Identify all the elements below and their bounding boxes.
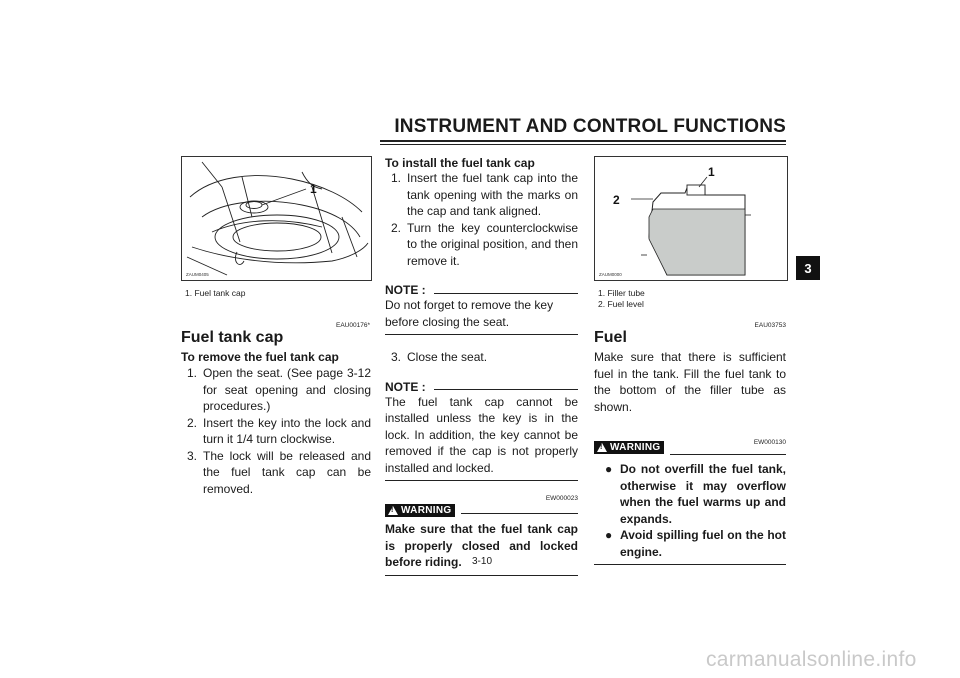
list-item: 1. Insert the fuel tank cap into the tank opening with the marks on the cap and tank aligned. [391, 171, 578, 218]
chapter-tab: 3 [796, 256, 820, 280]
watermark: carmanualsonline.info [706, 648, 917, 671]
callout-1: 1 [708, 165, 715, 179]
note-text: Do not forget to remove the key before closing the seat. [385, 298, 554, 329]
list-item: 3. The lock will be released and the fuel tank cap can be removed. [187, 448, 371, 496]
warning-icon [597, 443, 607, 452]
warning-badge: ! WARNING [385, 504, 455, 517]
figure-caption: 1. Fuel tank cap [185, 288, 246, 298]
scooter-seat-illustration [182, 157, 371, 280]
list-item: 2. Turn the key counterclockwise to the original position, and then remove it. [391, 220, 578, 268]
list-item: 1. Open the seat. (See page 3-12 for seat opening and closing procedures.) [187, 366, 371, 413]
callout-2: 2 [613, 193, 620, 207]
title-rule-thin [380, 144, 786, 145]
left-column [181, 329, 371, 497]
note-rule [385, 480, 578, 481]
ref-code: EAU00176* [336, 322, 370, 329]
warning-icon [388, 506, 398, 515]
warning-rule [594, 564, 786, 565]
fuel-text: Make sure that there is sufficient fuel in the tank. Fill the fuel tank to the bottom of the filler tube as shown. [594, 350, 786, 414]
filler-tube [687, 185, 705, 195]
list-item: ● Do not overfill the fuel tank, otherwise it may overflow when the fuel warms up and expands. [605, 462, 786, 526]
note-text: The fuel tank cap cannot be installed unless the key is in the lock. In addition, the key cannot be removed if the cap is not properly installed and locked. [385, 394, 578, 475]
note-heading: NOTE : [385, 283, 578, 297]
warning-code: EW000023 [545, 495, 578, 502]
figure-caption: 2. Fuel level [598, 299, 644, 309]
subheading: To install the fuel tank cap [385, 156, 535, 170]
figure-code: ZAUM0000 [599, 272, 622, 277]
right-column [594, 329, 786, 565]
list-item: ● Avoid spilling fuel on the hot engine. [605, 528, 786, 559]
list-item: 3. Close the seat. [391, 350, 488, 364]
section-heading: Fuel [594, 329, 627, 346]
page-number: 3-10 [471, 556, 492, 567]
section-heading: Fuel tank cap [181, 329, 284, 346]
ref-code: EAU03753 [754, 322, 786, 329]
callout-1: 1 [310, 182, 317, 196]
install-steps-cont [385, 349, 578, 366]
list-item: 2. Insert the key into the lock and turn it 1/4 turn clockwise. [187, 415, 371, 446]
fuel-tank-illustration [595, 157, 787, 280]
note-heading: NOTE : [385, 380, 578, 394]
fuel-tank-cap-figure [181, 156, 372, 281]
warning-list [594, 461, 786, 560]
fuel-level-area [649, 209, 745, 275]
remove-steps [181, 365, 371, 497]
title-rule [380, 140, 786, 142]
warning-rule [385, 575, 578, 576]
figure-code: ZAUM0405 [186, 272, 209, 277]
warning-text: Make sure that the fuel tank cap is properly closed and locked before riding. [385, 522, 578, 569]
page-title: INSTRUMENT AND CONTROL FUNCTIONS [394, 116, 786, 137]
fuel-level-figure [594, 156, 788, 281]
warning-code: EW000130 [753, 439, 786, 446]
warning-header [385, 504, 578, 517]
install-steps [385, 170, 578, 269]
middle-column [385, 156, 578, 576]
warning-badge: ! WARNING [594, 441, 664, 454]
subheading: To remove the fuel tank cap [181, 350, 339, 364]
figure-caption: 1. Filler tube [598, 288, 645, 298]
note-rule [385, 334, 578, 335]
